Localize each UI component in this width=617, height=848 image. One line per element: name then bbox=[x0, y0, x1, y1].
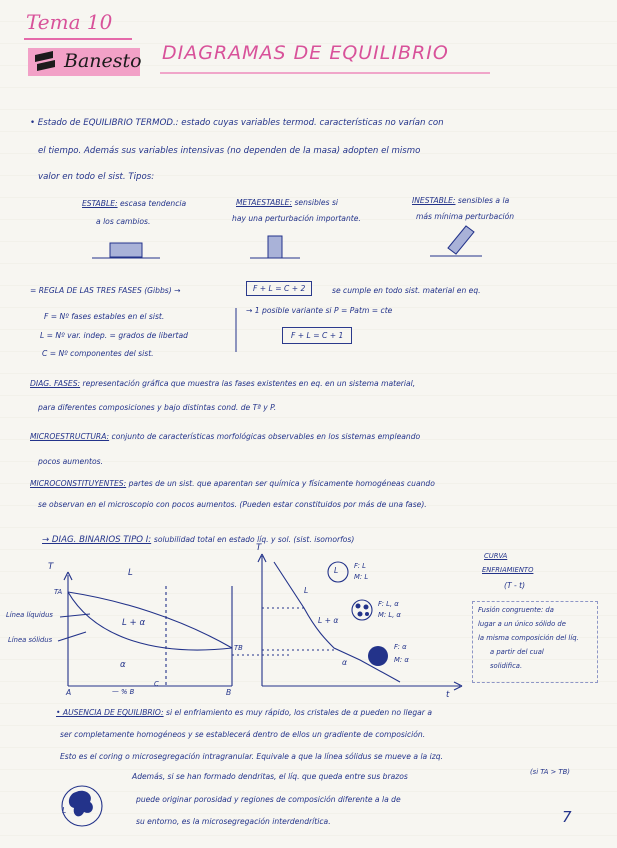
solidus-label: Línea sólidus bbox=[8, 636, 53, 644]
microc-line-2: se observan en el microscopio con pocos aumentos. (Pueden estar constituidos por más de una fase). bbox=[38, 500, 427, 509]
fusion-line-2: lugar a un único sólido de bbox=[478, 620, 566, 628]
cooling-l-label: L bbox=[304, 586, 309, 595]
ausencia-line-4: Además, si se han formado dendritas, el líq. que queda entre sus brazos bbox=[132, 772, 408, 781]
circle-2-f: F: L, α bbox=[378, 600, 399, 608]
time-label: t bbox=[446, 690, 450, 700]
estable-desc-1: escasa tendencia bbox=[119, 199, 187, 208]
circle-1-f: F: L bbox=[354, 562, 366, 570]
xb-label: — % B bbox=[112, 688, 135, 696]
diagram-t-label: T bbox=[48, 562, 54, 572]
micro-line-2: pocos aumentos. bbox=[38, 457, 103, 466]
fases-line-1: = REGLA DE LAS TRES FASES (Gibbs) → bbox=[30, 286, 181, 295]
circle-2-m: M: L, α bbox=[378, 611, 401, 619]
ausencia-line-3: Esto es el coring o microsegregación intragranular. Equivale a que la línea sólidus se mueve a la izq. bbox=[60, 752, 443, 761]
microc-label: MICROCONSTITUYENTES: bbox=[30, 479, 127, 488]
reduced-formula: F + L = C + 1 bbox=[291, 331, 344, 340]
ausencia-line-6: su entorno, es la microsegregación interdendrítica. bbox=[136, 817, 331, 826]
estable-label: ESTABLE: bbox=[82, 199, 118, 208]
curva-title-1: CURVA bbox=[484, 552, 508, 560]
inestable-desc-1: sensibles a la bbox=[457, 196, 510, 205]
binarios-desc: solubilidad total en estado líq. y sol. (sist. isomorfos) bbox=[153, 535, 355, 544]
liquidus-label: Línea líquidus bbox=[6, 611, 53, 619]
circle-1-l: L bbox=[334, 566, 339, 575]
tb-label: TB bbox=[234, 644, 243, 652]
diag-fases-label: DIAG. FASES: bbox=[30, 379, 81, 388]
brand-name: Banesto bbox=[64, 50, 142, 72]
page-title: DIAGRAMAS DE EQUILIBRIO bbox=[162, 42, 449, 64]
l-alpha-region-label: L + α bbox=[122, 618, 146, 628]
c-definition: C = Nº componentes del sist. bbox=[42, 349, 154, 358]
ta-label: TA bbox=[54, 588, 63, 596]
diag-fases-line-1: representación gráfica que muestra las fases existentes en eq. en un sistema material, bbox=[82, 379, 416, 388]
fusion-line-4: a partir del cual bbox=[490, 648, 544, 656]
estado-line-2: el tiempo. Además sus variables intensivas (no dependen de la masa) adopten el mismo bbox=[38, 146, 421, 156]
curva-title-3: (T - t) bbox=[504, 581, 526, 590]
l-region-label: L bbox=[128, 568, 133, 578]
metaestable-desc-1: sensibles si bbox=[294, 198, 339, 207]
inestable-label: INESTABLE: bbox=[412, 196, 456, 205]
c-label: C bbox=[154, 680, 159, 688]
ausencia-line-2: ser completamente homogéneos y se establecerá dentro de ellos un gradiente de composición. bbox=[60, 730, 426, 739]
microc-line-1: partes de un sist. que aparentan ser química y físicamente homogéneas cuando bbox=[128, 479, 435, 488]
circle-1-m: M: L bbox=[354, 573, 369, 581]
binarios-label: → DIAG. BINARIOS TIPO I: bbox=[42, 535, 152, 545]
metaestable-label: METAESTABLE: bbox=[236, 198, 293, 207]
micro-line-1: conjunto de características morfológicas observables en los sistemas empleando bbox=[111, 432, 421, 441]
ausencia-note: (si TA > TB) bbox=[530, 768, 570, 776]
estable-desc-2: a los cambios. bbox=[96, 217, 151, 226]
b-label: B bbox=[226, 688, 232, 697]
diag-fases-line-2: para diferentes composiciones y bajo distintas cond. de Tª y P. bbox=[38, 403, 277, 412]
posible-variante: → 1 posible variante si P = Patm = cte bbox=[246, 306, 393, 315]
ausencia-line-1: si el enfriamiento es muy rápido, los cristales de α pueden no llegar a bbox=[166, 708, 432, 717]
ausencia-label: • AUSENCIA DE EQUILIBRIO: bbox=[56, 708, 164, 717]
cooling-t-label: T bbox=[256, 543, 262, 553]
f-definition: F = Nº fases estables en el sist. bbox=[44, 312, 165, 321]
fases-line-1b: se cumple en todo sist. material en eq. bbox=[332, 286, 481, 295]
cooling-lalpha-label: L + α bbox=[318, 616, 339, 625]
alpha-region-label: α bbox=[120, 660, 126, 670]
a-label: A bbox=[66, 688, 72, 697]
estado-line-3: valor en todo el sist. Tipos: bbox=[38, 172, 155, 182]
metaestable-desc-2: hay una perturbación importante. bbox=[232, 214, 361, 223]
estado-line-1: • Estado de EQUILIBRIO TERMOD.: estado cuyas variables termod. características no varían con bbox=[30, 118, 444, 128]
tema-heading: Tema 10 bbox=[26, 10, 113, 34]
inestable-desc-2: más mínima perturbación bbox=[416, 212, 515, 221]
micro-label: MICROESTRUCTURA: bbox=[30, 432, 110, 441]
cooling-alpha-label: α bbox=[342, 658, 348, 667]
l-definition: L = Nº var. indep. = grados de libertad bbox=[40, 331, 188, 340]
gibbs-formula: F + L = C + 2 bbox=[253, 284, 306, 293]
curva-title-2: ENFRIAMIENTO bbox=[482, 566, 534, 574]
circle-3-f: F: α bbox=[394, 643, 407, 651]
fusion-line-3: la misma composición del líq. bbox=[478, 634, 579, 642]
dendrite-l-label: L bbox=[62, 806, 67, 815]
fusion-line-1: Fusión congruente: da bbox=[478, 606, 554, 614]
page-number: 7 bbox=[562, 808, 572, 826]
ausencia-line-5: puede originar porosidad y regiones de composición diferente a la de bbox=[136, 795, 401, 804]
fusion-line-5: solidifica. bbox=[490, 662, 523, 670]
circle-3-m: M: α bbox=[394, 656, 409, 664]
